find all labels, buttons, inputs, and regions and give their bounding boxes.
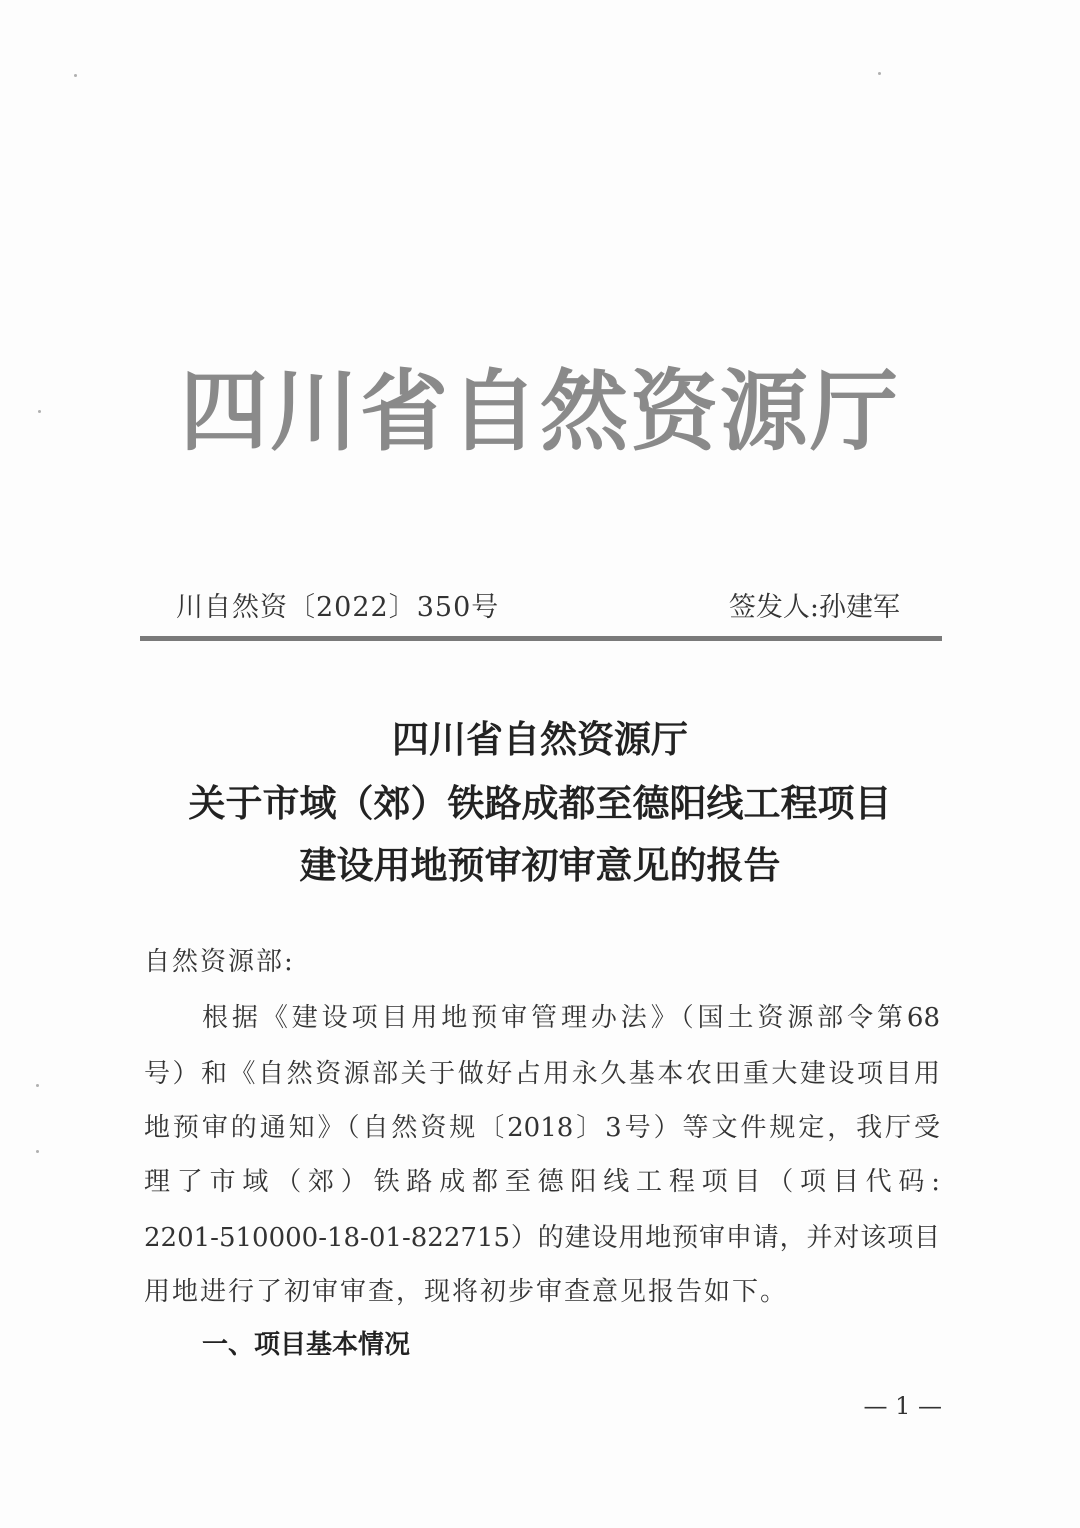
issuer-masthead: 四川省自然资源厅 xyxy=(179,360,900,463)
salutation: 自然资源部: xyxy=(144,947,295,977)
body-line: 2201-510000-18-01-822715）的建设用地预审申请，并对该项目 xyxy=(144,1223,940,1253)
section-heading: 一、项目基本情况 xyxy=(202,1330,411,1360)
body-line: 理了市域（郊）铁路成都至德阳线工程项目（项目代码: xyxy=(144,1167,940,1197)
header-divider xyxy=(140,636,942,641)
page-number: — 1 — xyxy=(863,1392,942,1420)
scan-speck xyxy=(878,72,881,75)
body-line: 根据《建设项目用地预审管理办法》（国土资源部令第68 xyxy=(202,1003,940,1033)
title-line-1: 四川省自然资源厅 xyxy=(392,718,688,761)
scan-speck xyxy=(74,74,77,77)
title-line-3: 建设用地预审初审意见的报告 xyxy=(299,844,781,887)
scan-speck xyxy=(36,1150,39,1153)
signer: 签发人:孙建军 xyxy=(728,592,900,623)
body-line: 用地进行了初审审查，现将初步审查意见报告如下。 xyxy=(144,1277,789,1307)
document-number: 川自然资〔2022〕350号 xyxy=(176,592,500,623)
scan-speck xyxy=(36,1084,39,1087)
body-line: 号）和《自然资源部关于做好占用永久基本农田重大建设项目用 xyxy=(144,1059,940,1089)
title-line-2: 关于市域（郊）铁路成都至德阳线工程项目 xyxy=(188,782,892,825)
scan-speck xyxy=(38,410,41,413)
body-line: 地预审的通知》（自然资规〔2018〕3号）等文件规定，我厅受 xyxy=(144,1113,940,1143)
